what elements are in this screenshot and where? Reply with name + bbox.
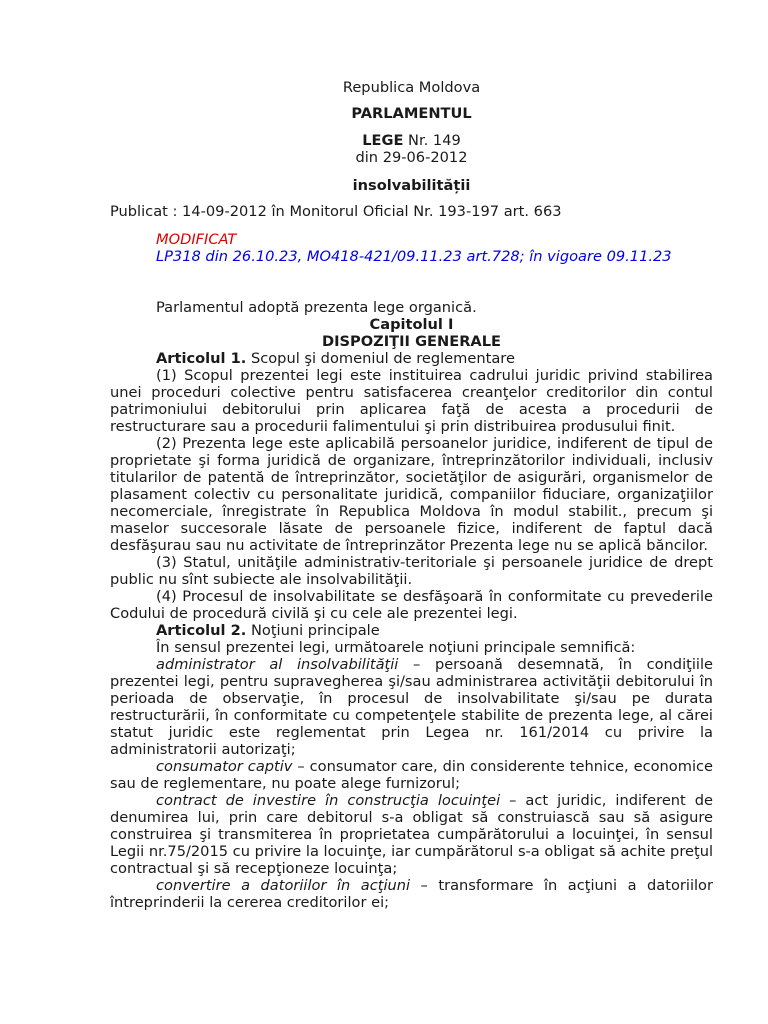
definition-term: administrator al insolvabilităţii [156, 656, 399, 673]
definition-item [110, 792, 713, 877]
modification-label: MODIFICAT [156, 231, 237, 248]
article2-number: Articolul 2. [156, 622, 247, 639]
publication-text: Publicat : 14-09-2012 în Monitorul Oficial Nr. 193-197 art. 663 [110, 203, 562, 220]
article1-heading [110, 350, 713, 367]
law-title-text: insolvabilității [352, 177, 471, 194]
article2-title: Noţiuni principale [246, 622, 380, 639]
article2-intro: În sensul prezentei legi, următoarele noţiuni principale semnifică: [156, 639, 636, 656]
country-text: Republica Moldova [342, 79, 481, 96]
article1-paragraph-2: (2) Prezenta lege este aplicabilă persoanelor juridice, indiferent de tipul de proprietate şi forma juridică de organizare, întreprinzătorilor individuali, inclusiv titularilor de patentă de întreprinzător, societăţilor de asigurări, organismelor de plasament colectiv cu personalitate juridică, companiilor fiduciare, organizaţiilor necomerciale, înregistrate în Republica Moldova în modul stabilit., precum şi maselor succesorale lăsate de persoanele fizice, indiferent de faptul dacă desfăşurau sau nu activitate de întreprinzător Prezenta lege nu se aplică băncilor. [110, 435, 713, 554]
definition-text: – act juridic, indiferent de denumirea lui, prin care debitorul s-a obligat să construiască sau să asigure construirea şi transmiterea în proprietatea cumpărătorului a locuinţei, în sensul Legii nr.75/2015 cu privire la locuinţe, iar cumpărătorul s-a obligat să achite preţul contractual şi să recepţioneze locuinţa; [110, 792, 714, 877]
article1-title: Scopul şi domeniul de reglementare [246, 350, 515, 367]
law-date-text: din 29-06-2012 [355, 149, 468, 166]
law-number-text: Nr. 149 [403, 132, 461, 149]
article1-paragraph-4: (4) Procesul de insolvabilitate se desfăşoară în conformitate cu prevederile Codului de procedură civilă şi cu cele ale prezentei legi. [110, 588, 713, 622]
definition-text: – consumator care, din considerente tehnice, economice sau de reglementare, nu poate alege furnizorul; [110, 758, 713, 792]
modification-block [156, 231, 726, 265]
law-date [110, 149, 713, 166]
issuer-name [110, 105, 713, 122]
definition-term: contract de investire în construcţia locuinţei [156, 792, 501, 809]
publication-info [110, 203, 713, 220]
definition-item [110, 656, 713, 758]
article1-number: Articolul 1. [156, 350, 247, 367]
article2-heading [110, 622, 713, 639]
definition-text: – persoană desemnată, în condiţiile prezentei legi, pentru supravegherea şi/sau administrarea activităţii debitorului în perioada de observaţie, în procesul de insolvabilitate şi/sau pe durata restructurării, în conformitate cu competenţele stabilite de prezenta lege, al cărei statut juridic este reglementat prin Legea nr. 161/2014 cu privire la administratorii autorizaţi; [110, 656, 713, 758]
definition-item [110, 758, 713, 792]
modification-link[interactable]: LP318 din 26.10.23, MO418-421/09.11.23 art.728; în vigoare 09.11.23 [156, 248, 672, 265]
law-title [110, 177, 713, 194]
article1-paragraph-3: (3) Statul, unităţile administrativ-teritoriale şi persoanele juridice de drept public nu sînt subiecte ale insolvabilităţii. [110, 554, 713, 588]
law-body [110, 299, 713, 911]
definition-term: consumator captiv [156, 758, 293, 775]
article1-paragraph-1: (1) Scopul prezentei legi este instituirea cadrului juridic privind stabilirea unei proceduri colective pentru satisfacerea creanţelor creditorilor din contul patrimoniului debitorului prin aplicarea faţă de acesta a procedurii de restructurare sau a procedurii falimentului şi prin distribuirea produsului finit. [110, 367, 713, 435]
chapter-number: Capitolul I [369, 316, 454, 333]
law-word: LEGE [362, 132, 404, 149]
issuer-text: PARLAMENTUL [351, 105, 472, 122]
preamble-text: Parlamentul adoptă prezenta lege organică. [156, 299, 477, 316]
law-number [110, 132, 713, 149]
definition-item [110, 877, 713, 911]
definition-text: – transformare în acţiuni a datoriilor întreprinderii la cererea creditorilor ei; [110, 877, 713, 911]
chapter-title: DISPOZIŢII GENERALE [322, 333, 501, 350]
country-name [110, 79, 713, 96]
definition-term: convertire a datoriilor în acţiuni [156, 877, 411, 894]
